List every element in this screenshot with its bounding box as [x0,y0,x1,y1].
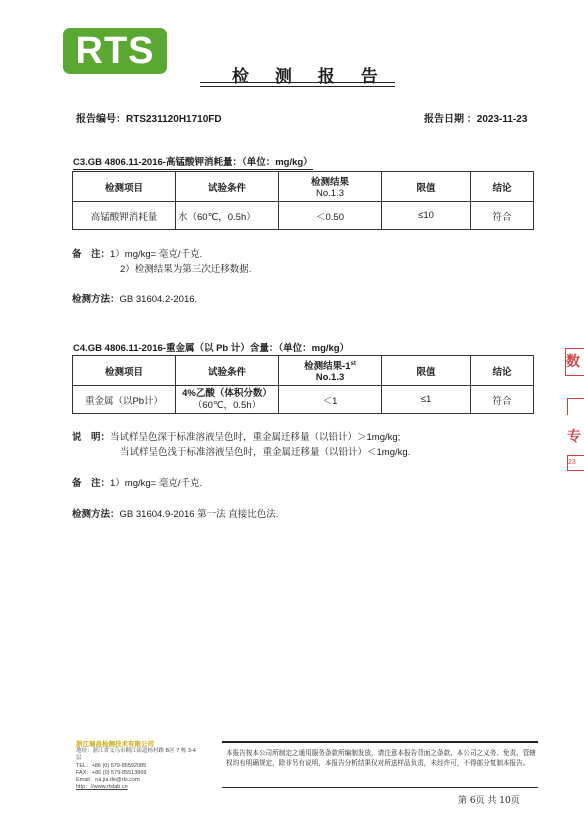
note-1: 1）mg/kg= 毫克/千克. [110,249,203,260]
section-c3-title: C3.GB 4806.11-2016-高锰酸钾消耗量：（单位：mg/kg） [73,154,313,170]
stamp-fragment-3: 23 [567,455,584,471]
col-test-condition: 试验条件 [176,172,279,202]
col-test-result [279,356,382,386]
col-conclusion: 结论 [471,356,534,386]
title-underline [200,82,395,83]
company-info [76,741,196,791]
section-c4-title: C4.GB 4806.11-2016-重金属（以 Pb 计）含量：（单位：mg/kg） [73,340,349,356]
col-limit: 限值 [382,356,471,386]
method-c3 [72,292,197,307]
cell-conclusion: 符合 [471,202,534,230]
explain-label: 说 明： [72,432,111,443]
report-date-label: 报告日期 ： [424,114,477,125]
explain-1: 当试样呈色深于标准溶液呈色时，重金属迁移量（以铅计）＞1mg/kg; [110,432,401,443]
company-website[interactable]: http：//www.rtslab.cn [76,784,128,791]
note-2: 2）检测结果为第三次迁移数据. [120,264,252,275]
report-date [424,110,527,125]
report-number-label: 报告编号： [76,114,126,125]
cell-conclusion: 符合 [471,386,534,414]
cell-condition: 水（60℃，0.5h） [176,202,279,230]
col-conclusion: 结论 [471,172,534,202]
table-c3 [72,171,534,230]
method-c4 [72,507,278,522]
method-label: 检测方法： [72,509,120,520]
explain-2: 当试样呈色浅于标准溶液呈色时，重金属迁移量（以铅计）＜1mg/kg. [120,447,411,458]
col-test-item: 检测项目 [73,356,176,386]
note-label: 备 注： [72,478,111,489]
cell-result: ＜0.50 [279,202,382,230]
method-label: 检测方法： [72,294,120,305]
col-result-label: 检测结果-1 [304,361,351,372]
note-label: 备 注： [72,249,111,260]
notes-c4 [72,476,202,491]
col-result-superscript: st [350,360,356,367]
cell-condition-line2: （60℃，0.5h） [192,399,262,411]
cell-result: ＜1 [279,386,382,414]
cell-item: 重金属（以Pb计） [73,386,176,414]
note-1: 1）mg/kg= 毫克/千克. [110,478,203,489]
company-address: 地址：浙江省义乌市稠江街道杨村路 B区 7 栋 3-4 层 [76,748,196,762]
footer-disclaimer: 本报告按本公司所制定之通用服务条款所编制发放，请注意本报告背面之条款，本公司之义务、免责、管辖权均有明确规定，除非另有说明，本报告分析结果仅对所送样品负责，未经许可，不得部分复制本报告。 [226,749,536,767]
method-value: GB 31604.9-2016 第一法 直接比色法. [119,509,279,520]
notes-c3 [72,247,251,277]
table-row [73,386,534,414]
col-sample-no: No.1.3 [315,372,345,383]
page-divider [222,787,538,788]
col-limit: 限值 [382,172,471,202]
col-test-result [279,172,382,202]
page-number: 第 6页 共 10页 [458,796,520,806]
title-underline-2 [200,86,395,87]
cell-limit: ≤1 [382,386,471,414]
report-title: 检 测 报 告 [232,67,388,87]
explanation-c4 [72,430,410,460]
col-test-condition: 试验条件 [176,356,279,386]
report-number [76,110,222,125]
method-value: GB 31604.2-2016. [119,294,198,305]
company-tel: TEL：+86 (0) 579-85592085 [76,762,147,769]
stamp-fragment-2: 专 [567,428,581,444]
company-name: 浙江瑞昌检测技术有限公司 [76,741,154,748]
table-c4 [72,355,534,414]
company-fax: FAX：+86 (0) 579-85513869 [76,769,147,776]
report-date-value: 2023-11-23 [476,114,528,125]
cell-item: 高锰酸钾消耗量 [73,202,176,230]
col-result-label: 检测结果 [310,177,349,188]
report-number-value: RTS231120H1710FD [126,114,222,125]
company-email: Email：rui.jia.de@rts.com [76,777,140,784]
rts-logo: RTS [63,28,167,74]
footer-divider [222,741,538,743]
col-sample-no: No.1.3 [316,188,344,199]
cell-condition-line1: 4%乙酸（体积分数） [182,387,272,399]
stamp-fragment: 数 [565,348,584,376]
stamp-corner [567,398,584,415]
table-row [73,202,534,230]
col-test-item: 检测项目 [73,172,176,202]
cell-limit: ≤10 [382,202,471,230]
cell-condition [176,386,279,414]
